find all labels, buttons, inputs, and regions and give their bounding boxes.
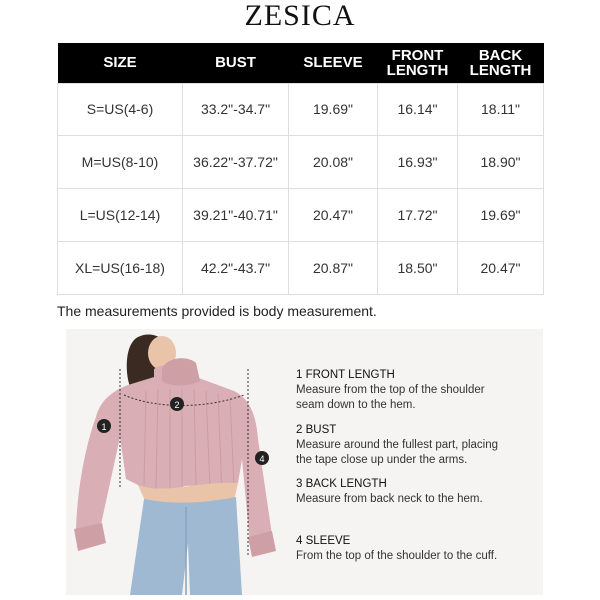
cell-bust: 33.2"-34.7" bbox=[183, 83, 289, 136]
svg-text:4: 4 bbox=[259, 454, 265, 464]
table-row bbox=[58, 136, 544, 189]
cell-size: L=US(12-14) bbox=[58, 189, 183, 242]
cell-size: M=US(8-10) bbox=[58, 136, 183, 189]
cell-back-length: 18.11" bbox=[458, 83, 544, 136]
header-sleeve: SLEEVE bbox=[289, 43, 378, 83]
cell-size: XL=US(16-18) bbox=[58, 241, 183, 294]
instruction-sleeve bbox=[296, 534, 497, 564]
size-chart-table bbox=[57, 43, 544, 295]
instruction-text: seam down to the hem. bbox=[296, 399, 416, 411]
marker-2 bbox=[170, 397, 184, 411]
header-size: SIZE bbox=[58, 43, 183, 83]
header-back-length: BACK LENGTH bbox=[458, 43, 544, 83]
instruction-front-length bbox=[296, 368, 485, 413]
instruction-title: 3 BACK LENGTH bbox=[296, 478, 387, 490]
instruction-text: Measure from the top of the shoulder bbox=[296, 384, 485, 396]
cell-front-length: 16.14" bbox=[378, 83, 458, 136]
instruction-text: the tape close up under the arms. bbox=[296, 454, 468, 466]
cell-front-length: 18.50" bbox=[378, 241, 458, 294]
table-row bbox=[58, 83, 544, 136]
model-figure-illustration bbox=[66, 329, 286, 595]
instruction-text: Measure around the fullest part, placing bbox=[296, 439, 499, 451]
cell-size: S=US(4-6) bbox=[58, 83, 183, 136]
instruction-text: Measure from back neck to the hem. bbox=[296, 493, 483, 505]
instruction-title: 2 BUST bbox=[296, 424, 337, 436]
instruction-text: From the top of the shoulder to the cuff. bbox=[296, 550, 498, 562]
cell-sleeve: 20.87" bbox=[289, 241, 378, 294]
cell-bust: 39.21"-40.71" bbox=[183, 189, 289, 242]
cell-front-length: 16.93" bbox=[378, 136, 458, 189]
svg-text:2: 2 bbox=[174, 400, 180, 410]
instruction-bust bbox=[296, 423, 498, 468]
cell-bust: 36.22"-37.72" bbox=[183, 136, 289, 189]
table-row bbox=[58, 189, 544, 242]
measurement-note: The measurements provided is body measurement. bbox=[57, 303, 377, 319]
marker-1 bbox=[97, 419, 111, 433]
instruction-title: 4 SLEEVE bbox=[296, 535, 351, 547]
cell-sleeve: 19.69" bbox=[289, 83, 378, 136]
cell-sleeve: 20.47" bbox=[289, 189, 378, 242]
table-row bbox=[58, 241, 544, 294]
table-header-row bbox=[58, 43, 544, 83]
header-front-length: FRONT LENGTH bbox=[378, 43, 458, 83]
cell-back-length: 19.69" bbox=[458, 189, 544, 242]
brand-logo: ZESICA bbox=[244, 0, 356, 32]
instruction-back-length bbox=[296, 477, 483, 507]
cell-back-length: 18.90" bbox=[458, 136, 544, 189]
svg-text:1: 1 bbox=[101, 422, 107, 432]
cell-front-length: 17.72" bbox=[378, 189, 458, 242]
cell-sleeve: 20.08" bbox=[289, 136, 378, 189]
cell-back-length: 20.47" bbox=[458, 241, 544, 294]
instruction-title: 1 FRONT LENGTH bbox=[296, 369, 395, 381]
header-bust: BUST bbox=[183, 43, 289, 83]
sweater-turtleneck bbox=[162, 358, 200, 385]
cell-bust: 42.2"-43.7" bbox=[183, 241, 289, 294]
marker-4 bbox=[255, 451, 269, 465]
